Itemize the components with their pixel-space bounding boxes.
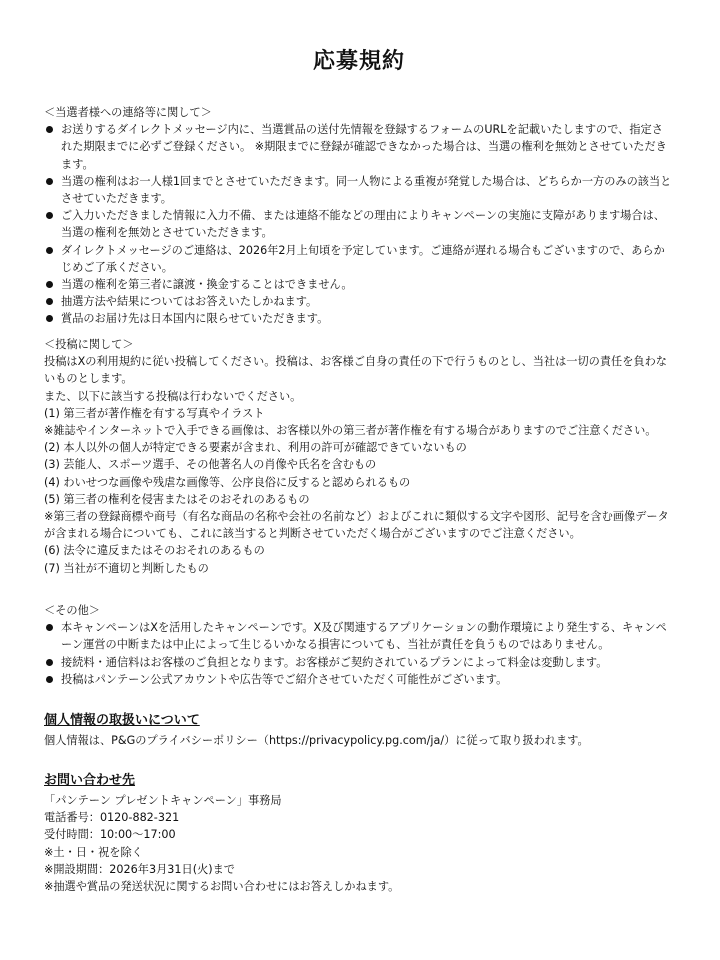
list-item: 抽選方法や結果についてはお答えいたしかねます。 xyxy=(44,293,674,310)
bullet-icon xyxy=(46,315,53,322)
list-item: 賞品のお届け先は日本国内に限らせていただきます。 xyxy=(44,310,674,327)
contact-line: 電話番号：0120-882-321 xyxy=(44,811,180,825)
list-item: お送りするダイレクトメッセージ内に、当選賞品の送付先情報を登録するフォームのURLを記載いたしますので、指定された期限までに必ずご登録ください。 ※期限までに登録が確認できなかった場合は、当選の権利を無効とさせていただきます。 xyxy=(44,121,674,173)
posting-section xyxy=(44,336,674,577)
other-section xyxy=(44,602,674,688)
list-item: 投稿はパンテーン公式アカウントや広告等でご紹介させていただく可能性がございます。 xyxy=(44,671,674,688)
posting-line: (2) 本人以外の個人が特定できる要素が含まれ、利用の許可が確認できていないもの xyxy=(44,441,467,455)
privacy-heading: 個人情報の取扱いについて xyxy=(44,713,200,728)
list-item: ご入力いただきました情報に入力不備、または連絡不能などの理由によりキャンペーンの実施に支障があります場合は、当選の権利を無効とさせていただきます。 xyxy=(44,207,674,241)
posting-line: ※第三者の登録商標や商号（有名な商品の名称や会社の名前など）およびこれに類似する文字や図形、記号を含む画像データが含まれる場合についても、これに該当すると判断させていただく場合がございますのでご注意ください。 xyxy=(44,510,669,541)
bullet-icon xyxy=(46,212,53,219)
posting-line: (5) 第三者の権利を侵害またはそのおそれのあるもの xyxy=(44,492,310,506)
list-item: 接続料・通信料はお客様のご負担となります。お客様がご契約されているプランによって料金は変動します。 xyxy=(44,654,674,671)
page-title: 応募規約 xyxy=(312,49,405,74)
bullet-icon xyxy=(46,178,53,185)
contact-line: 「パンテーン プレゼントキャンペーン」事務局 xyxy=(44,794,282,807)
posting-line: (6) 法令に違反またはそのおそれのあるもの xyxy=(44,544,265,558)
winner-contact-label: ＜当選者様への連絡等に関して＞ xyxy=(44,106,212,119)
list-item: 当選の権利はお一人様1回までとさせていただきます。同一人物による重複が発覚した場合は、どちらか一方のみの該当とさせていただきます。 xyxy=(44,173,674,207)
posting-line: (4) わいせつな画像や残虐な画像等、公序良俗に反すると認められるもの xyxy=(44,475,411,489)
posting-line: 投稿はXの利用規約に従い投稿してください。投稿は、お客様ご自身の責任の下で行うものとし、当社は一切の責任を負わないものとします。 xyxy=(44,355,667,386)
list-item: 本キャンペーンはXを活用したキャンペーンです。X及び関連するアプリケーションの動作環境により発生する、キャンペーン運営の中断または中止によって生じるいかなる損害についても、当社が責任を負うものではありません。 xyxy=(44,619,674,653)
bullet-icon xyxy=(46,281,53,288)
winner-contact-section xyxy=(44,104,674,328)
posting-line: また、以下に該当する投稿は行わないでください。 xyxy=(44,389,302,403)
posting-line: (7) 当社が不適切と判断したもの xyxy=(44,561,209,575)
bullet-icon xyxy=(46,298,53,305)
posting-line: (3) 芸能人、スポーツ選手、その他著名人の肖像や氏名を含むもの xyxy=(44,458,377,472)
privacy-section xyxy=(44,712,674,749)
contact-line: ※土・日・祝を除く xyxy=(44,845,143,859)
bullet-icon xyxy=(46,624,53,631)
bullet-icon xyxy=(46,126,53,133)
list-item: ダイレクトメッセージのご連絡は、2026年2月上旬頃を予定しています。ご連絡が遅れる場合もございますので、あらかじめご了承ください。 xyxy=(44,242,674,276)
posting-label: ＜投稿に関して＞ xyxy=(44,338,134,351)
privacy-text: 個人情報は、P&Gのプライバシーポリシー（https://privacypolicy.pg.com/ja/）に従って取り扱われます。 xyxy=(44,734,589,747)
bullet-icon xyxy=(46,247,53,254)
bullet-icon xyxy=(46,659,53,666)
other-label: ＜その他＞ xyxy=(44,604,100,617)
posting-line: ※雑誌やインターネットで入手できる画像は、お客様以外の第三者が著作権を有する場合がありますのでご注意ください。 xyxy=(44,424,657,438)
posting-line: (1) 第三者が著作権を有する写真やイラスト xyxy=(44,406,265,420)
contact-line: ※抽選や賞品の発送状況に関するお問い合わせにはお答えしかねます。 xyxy=(44,880,400,894)
list-item: 当選の権利を第三者に譲渡・換金することはできません。 xyxy=(44,276,674,293)
contact-heading: お問い合わせ先 xyxy=(44,773,136,788)
contact-section xyxy=(44,772,674,895)
winner-contact-list xyxy=(44,121,674,327)
other-list xyxy=(44,619,674,688)
contact-line: 受付時間：10:00～17:00 xyxy=(44,828,176,842)
contact-line: ※開設期間：2026年3月31日(火)まで xyxy=(44,862,235,876)
bullet-icon xyxy=(46,676,53,683)
